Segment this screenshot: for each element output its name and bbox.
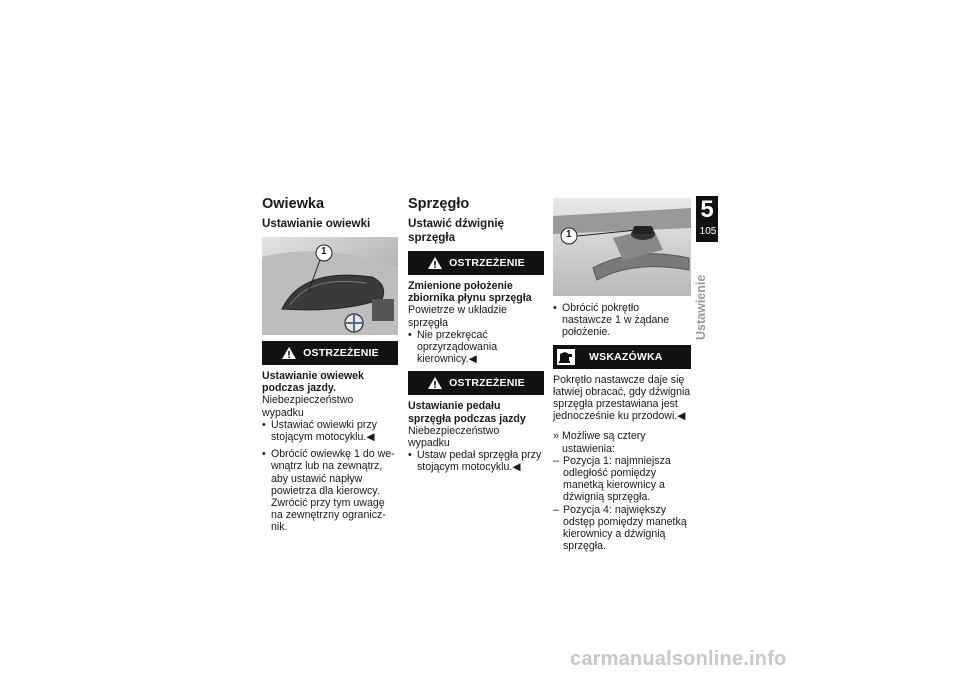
chapter-side-label: Ustawienie <box>694 274 708 340</box>
warning-icon <box>281 346 297 360</box>
middle-column <box>408 196 544 479</box>
left-column <box>262 196 398 539</box>
subsection-title-windshield: Ustawianie owiewki <box>262 217 371 230</box>
photo-callout-1: 1 <box>321 246 327 257</box>
warning-banner <box>408 371 544 395</box>
list-item: – Pozycja 4: największy odstęp pomiędzy manetką kierownicy a dźwignią sprzęgła. <box>553 504 691 553</box>
list-item: • Nie przekręcać oprzyrządowania kierownicy.◀ <box>408 329 544 366</box>
warning-label: OSTRZEŻENIE <box>303 346 379 359</box>
warning-icon <box>427 376 443 390</box>
chapter-number: 5 <box>700 196 714 223</box>
tip-text: Pokrętło nastawcze daje się łatwiej obracać, gdy dźwignia sprzęgła przestawiana jest jednocześnie ku przodowi.◀ <box>553 373 691 423</box>
warning2-bullet-list <box>408 449 544 473</box>
warning-heading: Ustawianie owiewek podczas jazdy. <box>262 370 364 395</box>
right-bullet-list <box>553 302 691 339</box>
tip-icon <box>557 349 575 365</box>
warning-heading: Zmienione położenie zbiornika płynu sprzęgła <box>408 280 532 305</box>
section-title-windshield: Owiewka <box>262 196 325 212</box>
photo-callout-1: 1 <box>566 229 572 240</box>
windshield-photo <box>262 237 398 335</box>
settings-intro: » Możliwe są cztery ustawienia: <box>553 430 691 454</box>
tip-label: WSKAZÓWKA <box>589 350 663 363</box>
list-item: • Ustaw pedał sprzęgła przy stojącym motocyklu.◀ <box>408 449 544 473</box>
warning-label: OSTRZEŻENIE <box>449 256 525 269</box>
page-number: 105 <box>699 226 717 237</box>
section-title-clutch: Sprzęgło <box>408 196 470 212</box>
warning1-bullet-list <box>408 329 544 366</box>
watermark: carmanualsonline.info <box>570 648 787 670</box>
tip-banner <box>553 345 691 369</box>
warning-heading: Ustawianie pedału sprzęgła podczas jazdy <box>408 400 526 425</box>
warning-text: Powietrze w układzie sprzęgła <box>408 304 507 329</box>
left-bullet-list <box>262 419 398 534</box>
warning-text: Niebezpieczeństwo wypadku <box>408 424 500 450</box>
list-item: • Obrócić pokrętło nastawcze 1 w żądane położenie. <box>553 302 691 339</box>
list-item: • Obrócić owiewkę 1 do wewnątrz lub na zewnątrz, aby ustawić napływ powietrza dla kierowcy. Zwrócić przy tym uwagę na zewnętrzny ogranicznik. <box>262 448 398 533</box>
warning-banner <box>262 341 398 365</box>
subsection-title-clutch-lever: Ustawić dźwignię sprzęgła <box>408 217 504 244</box>
warning-label: OSTRZEŻENIE <box>449 377 525 390</box>
warning-banner <box>408 251 544 275</box>
list-item: • Ustawiać owiewki przy stojącym motocyklu.◀ <box>262 419 398 443</box>
right-column <box>553 196 691 552</box>
list-item: – Pozycja 1: najmniejsza odległość pomiędzy manetką kierownicy a dźwignią sprzęgła. <box>553 455 691 504</box>
settings-list <box>553 455 691 553</box>
warning-text: Niebezpieczeństwo wypadku <box>262 394 354 419</box>
clutch-lever-photo <box>553 198 691 296</box>
warning-icon <box>427 256 443 270</box>
